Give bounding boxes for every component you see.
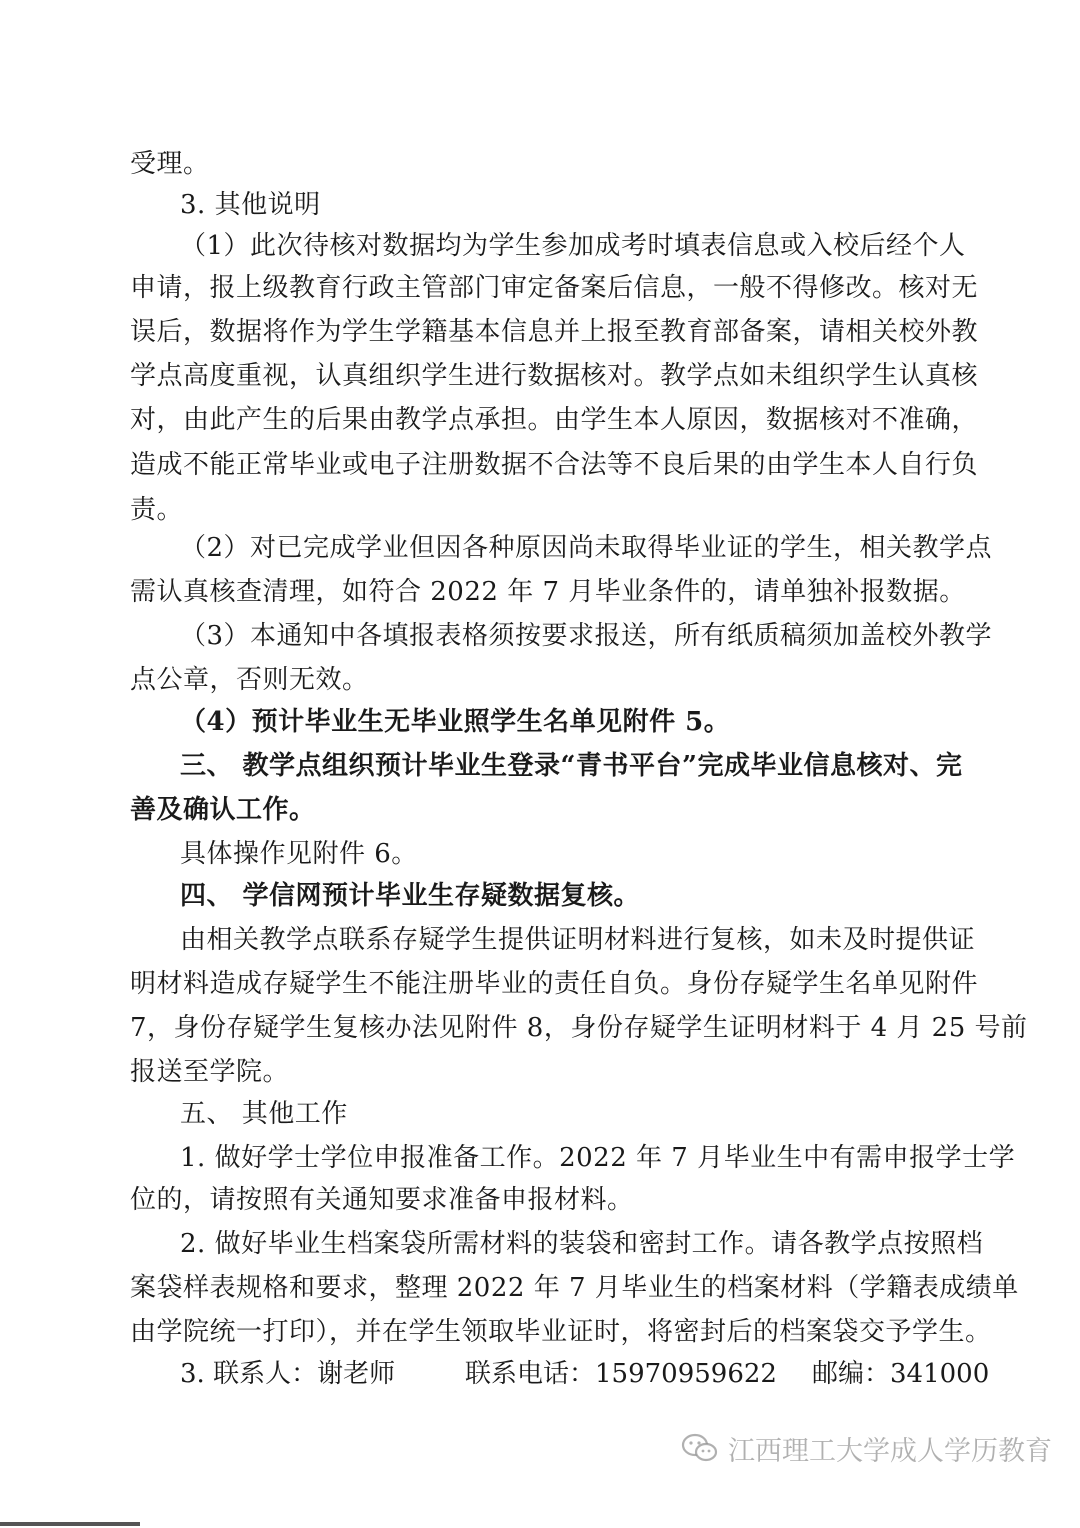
section-heading: 3. 其他说明 [180,190,321,220]
paragraph-line: 7，身份存疑学生复核办法见附件 8，身份存疑学生证明材料于 4 月 25 号前 [130,1013,1028,1043]
paragraph-line: 1. 做好学士学位申报准备工作。2022 年 7 月毕业生中有需申报学士学 [180,1143,1016,1173]
paragraph-line: 受理。 [130,149,210,179]
paragraph-line: 案袋样表规格和要求，整理 2022 年 7 月毕业生的档案材料（学籍表成绩单 [130,1273,1019,1303]
contact-person: 3. 联系人：谢老师 [180,1359,396,1389]
paragraph-line: 对，由此产生的后果由教学点承担。由学生本人原因，数据核对不准确， [130,405,979,435]
wechat-icon [680,1432,720,1464]
paragraph-line: 学点高度重视，认真组织学生进行数据核对。教学点如未组织学生认真核 [130,361,979,391]
section-heading: 三、 教学点组织预计毕业生登录“青书平台”完成毕业信息核对、完 [180,751,963,781]
contact-phone: 联系电话：15970959622 [465,1359,777,1389]
bold-paragraph-line: （4）预计毕业生无毕业照学生名单见附件 5。 [180,707,731,737]
paragraph-line: 点公章，否则无效。 [130,665,369,695]
paragraph-line: 责。 [130,495,184,525]
paragraph-line: 造成不能正常毕业或电子注册数据不合法等不良后果的由学生本人自行负 [130,450,979,480]
paragraph-line: 由学院统一打印），并在学生领取毕业证时，将密封后的档案袋交予学生。 [130,1317,992,1347]
paragraph-line: 申请，报上级教育行政主管部门审定备案后信息，一般不得修改。核对无 [130,273,979,303]
paragraph-line: 2. 做好毕业生档案袋所需材料的装袋和密封工作。请各教学点按照档 [180,1229,984,1259]
scan-edge-mark [0,1522,140,1526]
section-heading: 四、 学信网预计毕业生存疑数据复核。 [180,881,641,911]
paragraph-line: 明材料造成存疑学生不能注册毕业的责任自负。身份存疑学生名单见附件 [130,969,979,999]
paragraph-line: 由相关教学点联系存疑学生提供证明材料进行复核，如未及时提供证 [180,925,976,955]
paragraph-line: （3）本通知中各填报表格须按要求报送，所有纸质稿须加盖校外教学 [180,621,993,651]
contact-postcode: 邮编：341000 [812,1359,990,1389]
paragraph-line: 误后，数据将作为学生学籍基本信息并上报至教育部备案，请相关校外教 [130,317,979,347]
paragraph-line: （2）对已完成学业但因各种原因尚未取得毕业证的学生，相关教学点 [180,533,993,563]
paragraph-line: 报送至学院。 [130,1057,290,1087]
watermark-text: 江西理工大学成人学历教育 [728,1435,1052,1467]
paragraph-line: 具体操作见附件 6。 [180,839,418,869]
paragraph-line: 位的，请按照有关通知要求准备申报材料。 [130,1185,634,1215]
section-heading: 善及确认工作。 [130,795,316,825]
section-heading: 五、 其他工作 [180,1099,348,1129]
paragraph-line: 需认真核查清理，如符合 2022 年 7 月毕业条件的，请单独补报数据。 [130,577,966,607]
paragraph-line: （1）此次待核对数据均为学生参加成考时填表信息或入校后经个人 [180,231,966,261]
account-watermark [680,1428,1052,1468]
